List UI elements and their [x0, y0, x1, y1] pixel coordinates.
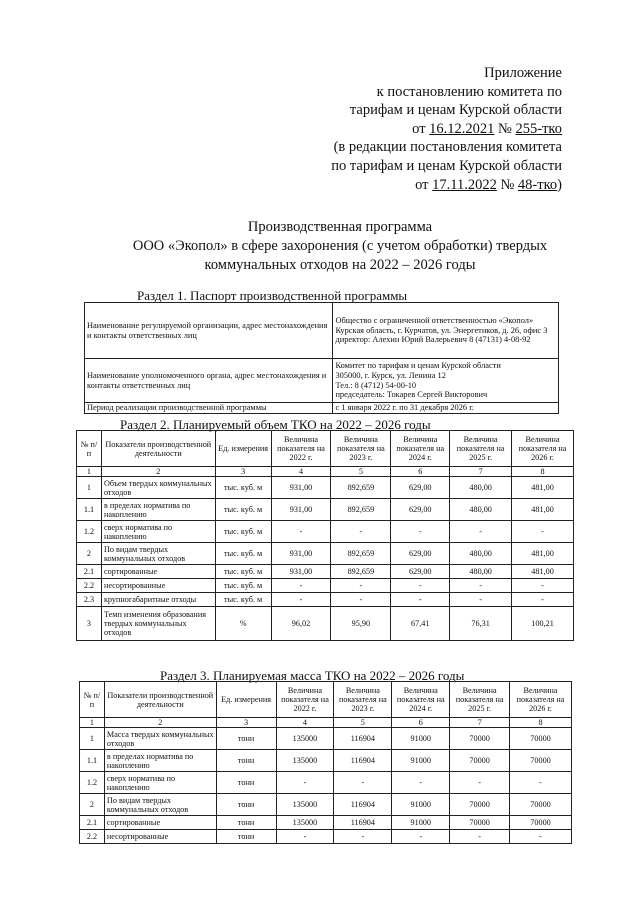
value-2024: 91000 [392, 750, 450, 772]
unit: тонн [216, 816, 276, 830]
value-2025: - [450, 830, 510, 844]
column-number: 8 [510, 718, 572, 728]
header-cell: Величина показателя на 2022 г. [271, 431, 331, 467]
value-2026: 70000 [510, 728, 572, 750]
appendix-line: к постановлению комитета по [376, 83, 562, 100]
indicator-name: сверх норматива по накоплению [101, 521, 215, 543]
header-cell: Величина показателя на 2026 г. [512, 431, 574, 467]
value-2024: 629,00 [391, 499, 450, 521]
appendix-header [262, 64, 562, 194]
value-2026: 481,00 [512, 499, 574, 521]
value-2025: - [450, 521, 512, 543]
value-2023: 116904 [334, 816, 392, 830]
value-2023: 892,659 [331, 477, 391, 499]
header-cell: Показатели производственной деятельности [104, 682, 216, 718]
appendix-line: Приложение [484, 65, 562, 81]
unit: % [215, 607, 271, 641]
value-2023: - [334, 772, 392, 794]
row-number: 1.2 [80, 772, 105, 794]
unit: тонн [216, 750, 276, 772]
appendix-line: по тарифам и ценам Курской области [331, 157, 562, 174]
revision-date: 17.11.2022 [432, 176, 497, 193]
value-2025: - [450, 593, 512, 607]
value-2023: 116904 [334, 728, 392, 750]
value-2025: 480,00 [450, 543, 512, 565]
value-2022: 135000 [276, 816, 334, 830]
row-number: 1.2 [77, 521, 102, 543]
column-number: 3 [216, 718, 276, 728]
table-row [80, 794, 572, 816]
passport-value-line: Курская область, г. Курчатов, ул. Энергетиков, д. 26, офис 3 [335, 325, 548, 335]
value-2025: - [450, 579, 512, 593]
value-2026: 70000 [510, 816, 572, 830]
header-cell: Величина показателя на 2024 г. [391, 431, 450, 467]
value-2024: 629,00 [391, 565, 450, 579]
header-cell: Величина показателя на 2025 г. [450, 431, 512, 467]
value-2023: 892,659 [331, 565, 391, 579]
header-cell: Ед. измерения [216, 682, 276, 718]
unit: тыс. куб. м [215, 499, 271, 521]
value-2025: 70000 [450, 816, 510, 830]
value-2026: 481,00 [512, 543, 574, 565]
table-row [77, 593, 574, 607]
header-cell: Величина показателя на 2026 г. [510, 682, 572, 718]
indicator-name: сортированные [101, 565, 215, 579]
row-number: 2 [77, 543, 102, 565]
table-row [77, 565, 574, 579]
unit: тыс. куб. м [215, 565, 271, 579]
table-row [80, 728, 572, 750]
value-2025: 480,00 [450, 499, 512, 521]
indicator-name: несортированные [101, 579, 215, 593]
row-number: 1.1 [77, 499, 102, 521]
column-number: 5 [334, 718, 392, 728]
text-fragment: от [415, 176, 433, 193]
column-number: 8 [512, 467, 574, 477]
unit: тонн [216, 830, 276, 844]
column-number: 7 [450, 718, 510, 728]
row-number: 2.3 [77, 593, 102, 607]
value-2024: 91000 [392, 728, 450, 750]
header-cell: Величина показателя на 2025 г. [450, 682, 510, 718]
table-header-row [77, 431, 574, 467]
text-fragment: ) [557, 176, 562, 193]
header-cell: Величина показателя на 2023 г. [331, 431, 391, 467]
value-2022: - [271, 593, 331, 607]
indicator-name: крупногабаритные отходы [101, 593, 215, 607]
value-2024: 629,00 [391, 477, 450, 499]
value-2024: - [391, 593, 450, 607]
decree-number: 255-тко [515, 120, 562, 137]
decree-date: 16.12.2021 [429, 120, 495, 137]
value-2026: - [512, 579, 574, 593]
row-number: 3 [77, 607, 102, 641]
text-fragment: № [496, 176, 518, 193]
header-cell: Величина показателя на 2022 г. [276, 682, 334, 718]
table-row [80, 816, 572, 830]
value-2022: - [276, 830, 334, 844]
value-2024: 91000 [392, 816, 450, 830]
unit: тыс. куб. м [215, 521, 271, 543]
passport-value-line: директор: Алехин Юрий Валерьевич 8 (47131) 4-08-92 [335, 335, 531, 345]
appendix-line: тарифам и ценам Курской области [349, 102, 562, 119]
passport-value-line: Общество с ограниченной ответственностью «Экопол» [335, 316, 534, 326]
mass-table [79, 681, 572, 844]
indicator-name: в пределах норматива по накоплению [101, 499, 215, 521]
indicator-name: сортированные [104, 816, 216, 830]
row-number: 1.1 [80, 750, 105, 772]
value-2023: 116904 [334, 794, 392, 816]
passport-value-line: Тел.: 8 (4712) 54-00-10 [335, 380, 417, 390]
passport-value: с 1 января 2022 г. по 31 декабря 2026 г. [333, 403, 559, 414]
value-2026: 481,00 [512, 565, 574, 579]
column-number-row [80, 718, 572, 728]
passport-label: Наименование регулируемой организации, адрес местонахождения и контакты ответственных лиц [85, 303, 333, 359]
revision-number: 48-тко [517, 176, 558, 193]
value-2025: 480,00 [450, 565, 512, 579]
value-2023: 892,659 [331, 499, 391, 521]
indicator-name: сверх норматива по накоплению [104, 772, 216, 794]
value-2026: 70000 [510, 794, 572, 816]
value-2024: - [392, 830, 450, 844]
section1-title: Раздел 1. Паспорт производственной программы [137, 288, 408, 303]
value-2026: 70000 [510, 750, 572, 772]
column-number: 1 [80, 718, 105, 728]
unit: тонн [216, 772, 276, 794]
value-2025: 70000 [450, 728, 510, 750]
value-2026: - [512, 521, 574, 543]
column-number: 2 [104, 718, 216, 728]
indicator-name: Масса твердых коммунальных отходов [104, 728, 216, 750]
header-cell: Величина показателя на 2023 г. [334, 682, 392, 718]
value-2022: 931,00 [271, 477, 331, 499]
value-2022: - [271, 579, 331, 593]
header-cell: Показатели производственной деятельности [101, 431, 215, 467]
table-row [80, 830, 572, 844]
row-number: 2.1 [77, 565, 102, 579]
passport-table [84, 302, 559, 414]
value-2022: 135000 [276, 794, 334, 816]
column-number: 5 [331, 467, 391, 477]
unit: тыс. куб. м [215, 543, 271, 565]
value-2023: - [331, 521, 391, 543]
column-number: 4 [276, 718, 334, 728]
value-2023: - [331, 593, 391, 607]
text-fragment: от [412, 120, 430, 137]
table-row [77, 579, 574, 593]
table-row [77, 521, 574, 543]
value-2023: - [331, 579, 391, 593]
unit: тонн [216, 728, 276, 750]
value-2022: 96,02 [271, 607, 331, 641]
value-2026: - [510, 830, 572, 844]
value-2022: - [276, 772, 334, 794]
appendix-line: (в редакции постановления комитета [333, 139, 562, 156]
value-2025: 480,00 [450, 477, 512, 499]
value-2024: - [391, 579, 450, 593]
header-cell: № п/ п [77, 431, 102, 467]
column-number: 6 [391, 467, 450, 477]
title-line: коммунальных отходов на 2022 – 2026 годы [204, 257, 476, 273]
passport-row [85, 303, 559, 359]
passport-value-line: Комитет по тарифам и ценам Курской области [335, 361, 501, 371]
value-2022: - [271, 521, 331, 543]
indicator-name: в пределах норматива по накоплению [104, 750, 216, 772]
indicator-name: Темп изменения образования твердых коммунальных отходов [101, 607, 215, 641]
column-number: 2 [101, 467, 215, 477]
value-2022: 931,00 [271, 543, 331, 565]
passport-label: Период реализации производственной программы [85, 403, 333, 414]
title-line: ООО «Экопол» в сфере захоронения (с учетом обработки) твердых [132, 238, 548, 254]
value-2023: 892,659 [331, 543, 391, 565]
indicator-name: Объем твердых коммунальных отходов [101, 477, 215, 499]
passport-value [333, 303, 559, 359]
row-number: 1 [77, 477, 102, 499]
value-2022: 135000 [276, 750, 334, 772]
value-2023: - [334, 830, 392, 844]
row-number: 1 [80, 728, 105, 750]
passport-value-line: 305000, г. Курск, ул. Ленина 12 [335, 370, 446, 380]
passport-row [85, 403, 559, 414]
header-cell: Ед. измерения [215, 431, 271, 467]
table-row [80, 772, 572, 794]
column-number: 7 [450, 467, 512, 477]
unit: тыс. куб. м [215, 579, 271, 593]
value-2024: 629,00 [391, 543, 450, 565]
column-number: 4 [271, 467, 331, 477]
unit: тонн [216, 794, 276, 816]
header-cell: № п/п [80, 682, 105, 718]
value-2025: 76,31 [450, 607, 512, 641]
section3-title: Раздел 3. Планируемая масса ТКО на 2022 – 2026 годы [160, 668, 465, 683]
document-title [60, 218, 620, 275]
indicator-name: несортированные [104, 830, 216, 844]
indicator-name: По видам твердых коммунальных отходов [101, 543, 215, 565]
volume-table [76, 430, 574, 641]
text-fragment: № [494, 120, 516, 137]
value-2024: - [391, 521, 450, 543]
unit: тыс. куб. м [215, 593, 271, 607]
value-2024: 67,41 [391, 607, 450, 641]
table-row [77, 607, 574, 641]
passport-label: Наименование уполномоченного органа, адрес местонахождения и контакты ответственных лиц [85, 359, 333, 403]
passport-value-line: председатель: Токарев Сергей Викторович [335, 390, 488, 400]
value-2026: - [510, 772, 572, 794]
value-2026: - [512, 593, 574, 607]
value-2025: 70000 [450, 750, 510, 772]
table-row [77, 543, 574, 565]
section2-title: Раздел 2. Планируемый объем ТКО на 2022 – 2026 годы [120, 417, 431, 432]
appendix-decree-line [262, 120, 562, 139]
passport-row [85, 359, 559, 403]
column-number: 6 [392, 718, 450, 728]
header-cell: Величина показателя на 2024 г. [392, 682, 450, 718]
table-header-row [80, 682, 572, 718]
value-2022: 931,00 [271, 499, 331, 521]
column-number: 3 [215, 467, 271, 477]
value-2022: 931,00 [271, 565, 331, 579]
table-row [80, 750, 572, 772]
unit: тыс. куб. м [215, 477, 271, 499]
row-number: 2.2 [77, 579, 102, 593]
value-2024: - [392, 772, 450, 794]
value-2024: 91000 [392, 794, 450, 816]
value-2025: - [450, 772, 510, 794]
value-2023: 95,90 [331, 607, 391, 641]
column-number-row [77, 467, 574, 477]
value-2025: 70000 [450, 794, 510, 816]
indicator-name: По видам твердых коммунальных отходов [104, 794, 216, 816]
row-number: 2.1 [80, 816, 105, 830]
column-number: 1 [77, 467, 102, 477]
row-number: 2.2 [80, 830, 105, 844]
passport-value [333, 359, 559, 403]
row-number: 2 [80, 794, 105, 816]
appendix-revision-line [262, 176, 562, 195]
value-2026: 481,00 [512, 477, 574, 499]
title-line: Производственная программа [247, 219, 433, 235]
table-row [77, 499, 574, 521]
value-2023: 116904 [334, 750, 392, 772]
value-2026: 100,21 [512, 607, 574, 641]
value-2022: 135000 [276, 728, 334, 750]
table-row [77, 477, 574, 499]
